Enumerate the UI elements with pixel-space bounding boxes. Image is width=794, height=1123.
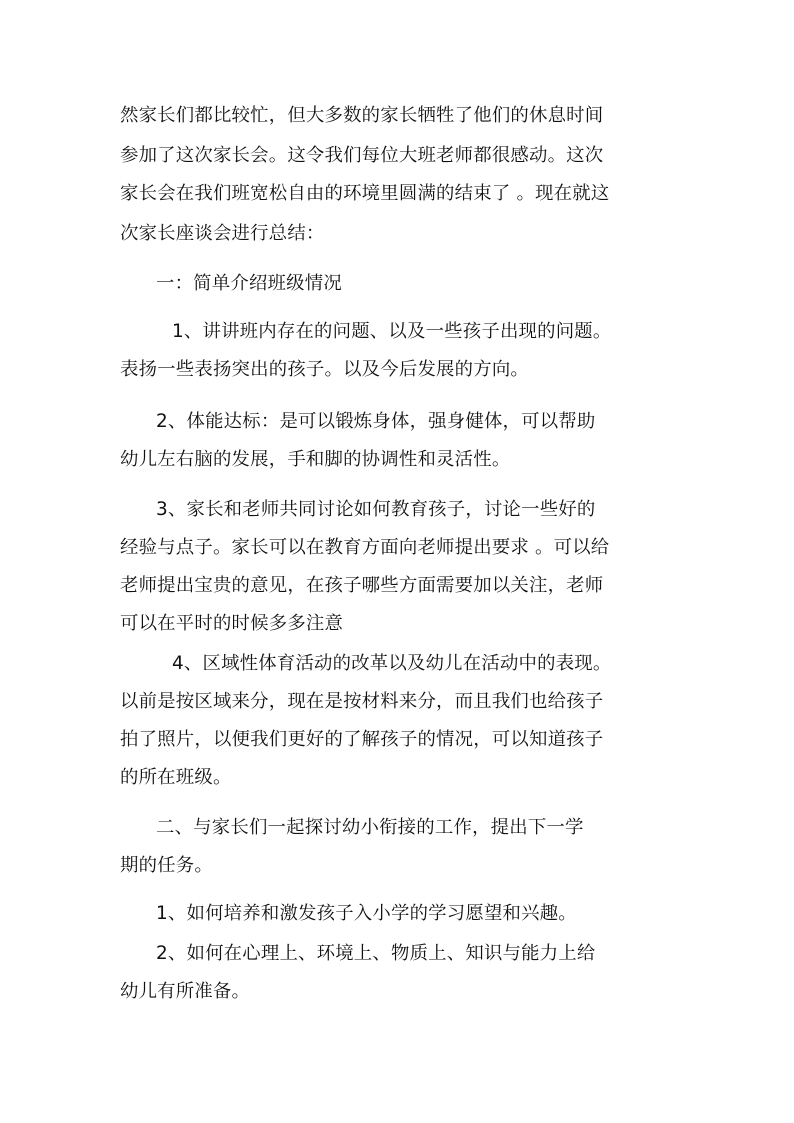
- text-line: 拍了照片，以便我们更好的了解孩子的情况，可以知道孩子: [120, 729, 604, 750]
- section-heading-1: 一：简单介绍班级情况: [156, 273, 342, 294]
- text-line: 可以在平时的时候多多注意: [120, 613, 344, 634]
- text-line: 2、体能达标：是可以锻炼身体，强身健体，可以帮助: [156, 411, 596, 432]
- text-line: 参加了这次家长会。这令我们每位大班老师都很感动。这次: [120, 145, 604, 166]
- text-line: 期的任务。: [120, 855, 213, 876]
- text-line: 1、讲讲班内存在的问题、以及一些孩子出现的问题。: [172, 321, 612, 342]
- text-line: 4、区域性体育活动的改革以及幼儿在活动中的表现。: [172, 653, 612, 674]
- section-heading-2: 二、与家长们一起探讨幼小衔接的工作，提出下一学: [156, 817, 584, 838]
- text-line: 然家长们都比较忙，但大多数的家长牺牲了他们的休息时间: [120, 105, 604, 126]
- text-line: 2、如何在心理上、环境上、物质上、知识与能力上给: [156, 943, 596, 964]
- text-line: 老师提出宝贵的意见，在孩子哪些方面需要加以关注，老师: [120, 575, 604, 596]
- text-line: 幼儿有所准备。: [120, 981, 251, 1002]
- text-line: 表扬一些表扬突出的孩子。以及今后发展的方向。: [120, 359, 529, 380]
- text-line: 幼儿左右脑的发展，手和脚的协调性和灵活性。: [120, 449, 511, 470]
- text-line: 1、如何培养和激发孩子入小学的学习愿望和兴趣。: [156, 903, 577, 924]
- text-line: 次家长座谈会进行总结：: [120, 223, 325, 244]
- text-line: 以前是按区域来分，现在是按材料来分，而且我们也给孩子: [120, 691, 604, 712]
- text-line: 经验与点子。家长可以在教育方面向老师提出要求 。可以给: [120, 537, 610, 558]
- text-line: 家长会在我们班宽松自由的环境里圆满的结束了 。现在就这: [120, 183, 610, 204]
- text-line: 的所在班级。: [120, 767, 232, 788]
- text-line: 3、家长和老师共同讨论如何教育孩子，讨论一些好的: [156, 499, 596, 520]
